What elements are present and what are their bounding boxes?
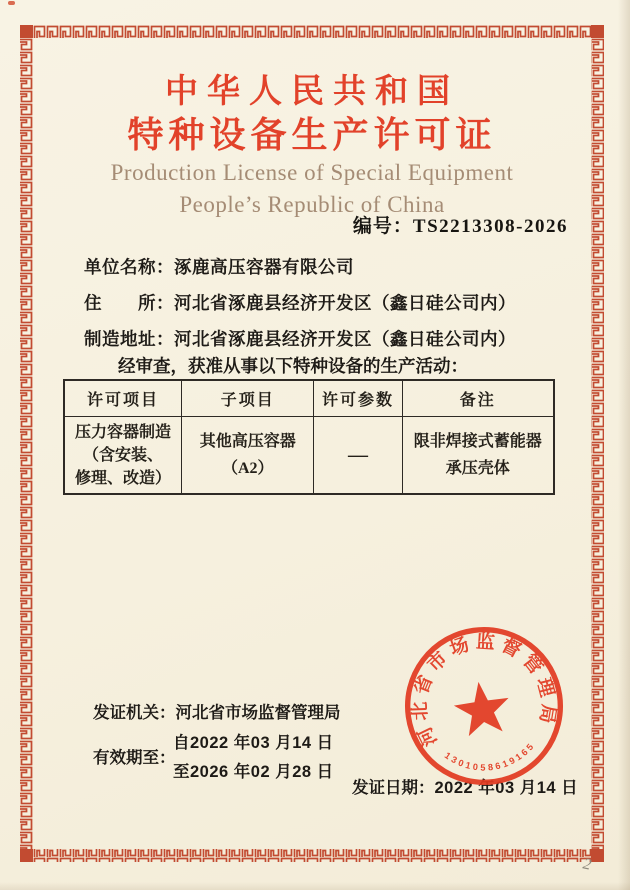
title-english-line2: People’s Republic of China <box>179 191 445 217</box>
title-block <box>20 72 604 218</box>
validity-dates <box>173 729 334 787</box>
unit-name-label: 单位名称： <box>84 257 174 277</box>
issuing-authority-value: 河北省市场监督管理局 <box>175 703 341 722</box>
header-sub-item: 子项目 <box>182 380 314 417</box>
license-title: 特种设备生产许可证 <box>127 113 497 155</box>
permit-item-line3: 修理、改造） <box>75 469 172 487</box>
cell-permit-item <box>64 417 182 495</box>
header-permit-params: 许可参数 <box>314 380 402 417</box>
unit-name-value: 涿鹿高压容器有限公司 <box>174 257 354 277</box>
remarks-line1: 限非焊接式蓄能器 <box>413 433 542 450</box>
title-english-line1: Production License of Special Equipment <box>110 160 514 186</box>
cell-remarks <box>402 417 554 495</box>
permit-item-line1: 压力容器制造 <box>75 423 172 441</box>
remarks-line2: 承压壳体 <box>445 460 510 477</box>
issue-date-label: 发证日期： <box>352 778 435 797</box>
address-value: 河北省涿鹿县经济开发区（鑫日硅公司内） <box>174 293 516 313</box>
permit-table-header-row <box>64 380 554 417</box>
license-number-label: 编号： <box>352 216 413 237</box>
validity-label: 有效期至： <box>93 748 176 767</box>
license-number-row <box>353 211 568 238</box>
issuing-authority-row <box>93 699 341 723</box>
permit-table-row <box>64 417 554 495</box>
cell-sub-item <box>182 417 314 495</box>
header-permit-item: 许可项目 <box>64 380 182 417</box>
approval-statement: 经审查，获准从事以下特种设备的生产活动： <box>118 356 468 376</box>
unit-name-row <box>84 254 354 279</box>
seal-code-text: 1301058619165 <box>442 739 538 773</box>
manufacturing-address-value: 河北省涿鹿县经济开发区（鑫日硅公司内） <box>174 329 516 349</box>
scan-edge-shadow-bottom <box>0 882 630 890</box>
issuing-authority-label: 发证机关： <box>93 703 176 722</box>
sub-item-line2: （A2） <box>221 460 274 477</box>
validity-from: 自2022 年03 月14 日 <box>173 734 334 752</box>
handwritten-page-number: 2 <box>581 855 593 874</box>
scan-artifact <box>8 1 15 5</box>
header-remarks: 备注 <box>402 380 554 417</box>
seal-star-icon <box>451 678 513 738</box>
country-title: 中华人民共和国 <box>165 72 459 109</box>
license-number-value: TS2213308-2026 <box>412 216 568 237</box>
scan-edge-shadow-right <box>618 0 630 890</box>
validity-to: 至2026 年02 月28 日 <box>173 763 334 781</box>
official-seal <box>387 609 581 803</box>
address-label: 住 所： <box>84 293 174 313</box>
sub-item-line1: 其他高压容器 <box>199 433 296 450</box>
permit-item-line2: （含安装、 <box>83 446 164 464</box>
permit-table <box>63 379 555 495</box>
manufacturing-address-label: 制造地址： <box>84 329 174 349</box>
cell-permit-params: — <box>314 417 402 495</box>
seal-ring-text: 河北省市场监督管理局 <box>408 630 561 750</box>
manufacturing-address-row <box>84 326 516 351</box>
issue-date-value: 2022 年03 月14 日 <box>434 779 579 797</box>
address-row <box>84 290 516 315</box>
